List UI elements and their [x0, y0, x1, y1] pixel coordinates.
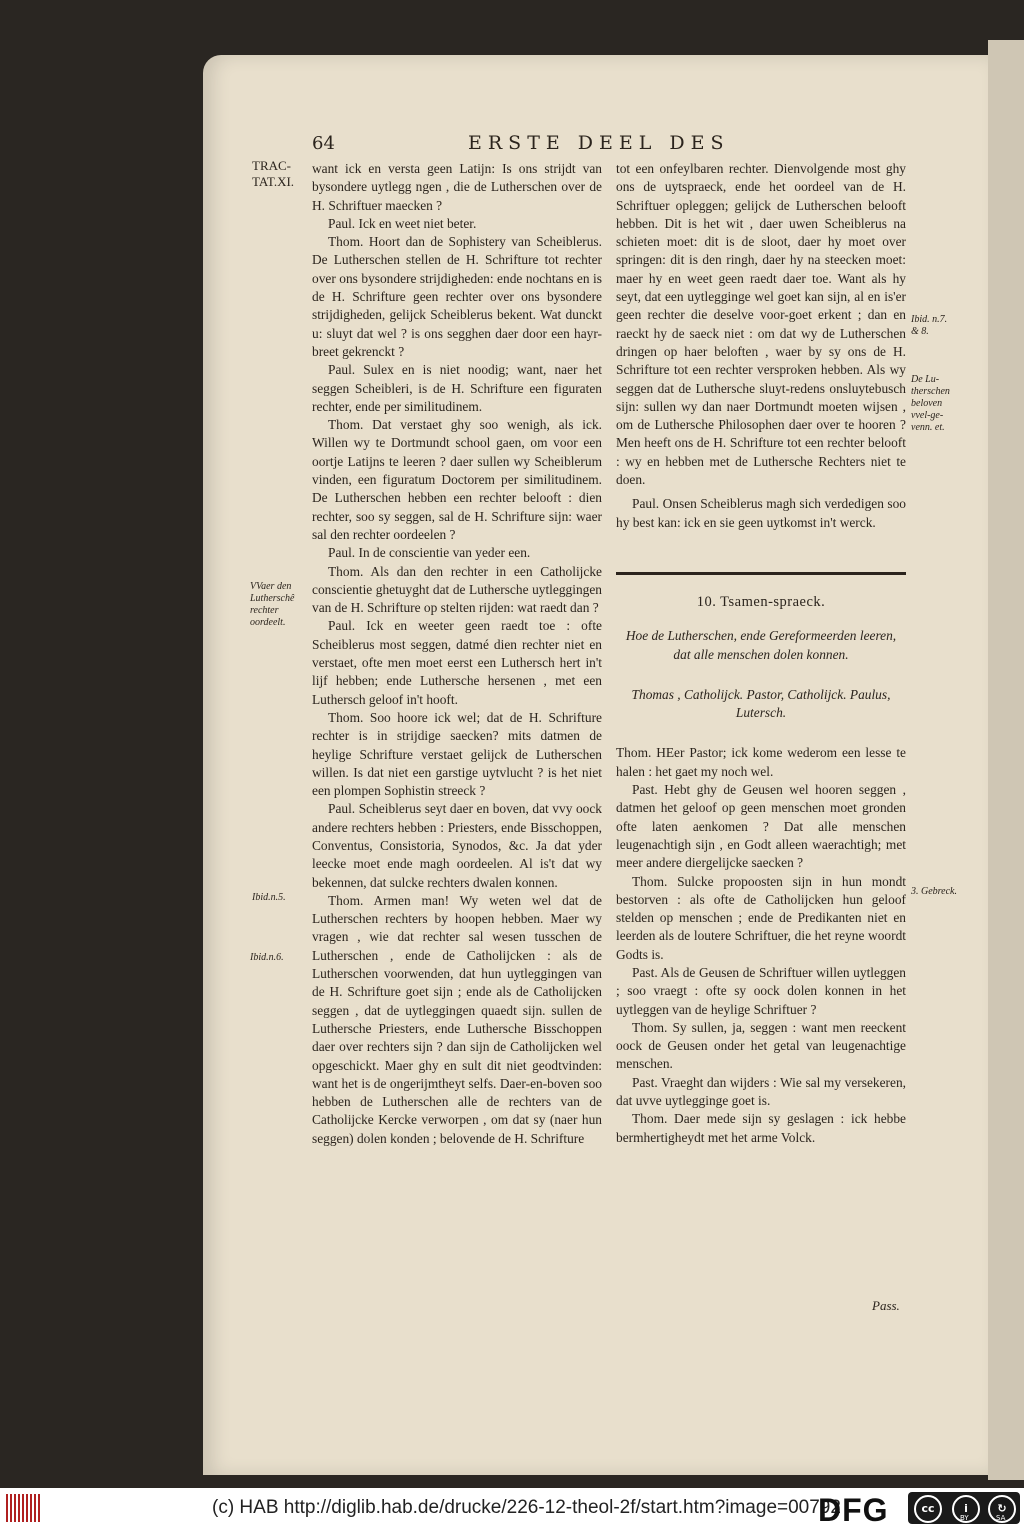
- paragraph: Paul. Ick en weet niet beter.: [328, 215, 477, 231]
- paragraph: Thom. Sy sullen, ja, seggen : want men reeckent oock de Geusen onder het getal van leugenachtige menschen.: [616, 1019, 906, 1072]
- margin-note-gebreck: 3. Gebreck.: [911, 886, 957, 897]
- paragraph: Paul. Sulex en is niet noodig; want, naer het seggen Scheibleri, is de H. Schrifture een figuraten rechter, ende per similitudinem.: [312, 362, 602, 414]
- margin-note-ibid-5: Ibid.n.5.: [252, 892, 286, 903]
- catchword: Pass.: [872, 1298, 900, 1313]
- margin-note-rechter: VVaer den Lutherschê rechter oordeelt.: [250, 581, 295, 628]
- paragraph: Thom. Armen man! Wy weten wel dat de Lutherschen rechters by hoopen hebben. Maer wy vragen , wie dat rechter sal wesen tusschen de Lutherschen , ende de Catholijcken : als de Lutherschen voorwenden, dat hun uytleggingen van de H. Schrifture goet sijn ; ende als de Catholijcken seggen , dat de uytleggingen quaedt sijn. sullen de Luthersche Priesters, ende Luthersche Bisschoppen daer over rechters sijn ? dan sijn de Catholijcken wel opgeschickt. Maer ghy en sult dit niet geodtvinden: want het is de ongerijmtheyt selfs. Daer-en-boven soo hebben de Lutherschen alle de rechters van de Catholijcke Kercke verworpen , om dat sy (naer hun seggen) dolen konden ; belovende de H. Schrifture: [312, 892, 602, 1146]
- paragraph: Paul. Onsen Scheiblerus magh sich verdedigen soo hy best kan: ick en sie geen uytkomst in't werck.: [616, 496, 906, 530]
- paragraph: Paul. In de conscientie van yeder een.: [328, 545, 531, 561]
- hab-logo-icon: [6, 1494, 42, 1522]
- right-text-column: [616, 160, 906, 1147]
- sa-label: SA: [996, 1514, 1006, 1522]
- paragraph: Thom. Sulcke propoosten sijn in hun mondt bestorven : als ofte de Catholijcken hun geloof stelden op menschen ; ende de Predikanten niet en leerden als de loutere Schriftuer, die het reyne woordt Godts is.: [616, 873, 906, 962]
- paragraph: Thom. Daer mede sijn sy geslagen : ick hebbe bermhertigheydt met het arme Volck.: [616, 1111, 906, 1145]
- running-header: ERSTE DEEL DES: [468, 132, 730, 154]
- cc-icon: cc: [914, 1495, 942, 1523]
- margin-note-belofte: De Lu- therschen beloven vvel-ge- venn. et.: [911, 374, 950, 433]
- footer-bar: [0, 1488, 1024, 1529]
- cc-license-badge[interactable]: [908, 1492, 1020, 1524]
- margin-note-ibid-7-8: Ibid. n.7. & 8.: [911, 314, 948, 337]
- paragraph: Past. Als de Geusen de Schriftuer willen uytleggen ; soo vraegt : ofte sy oock dolen konnen in het uytleggen van de heylige Schriftuer ?: [616, 964, 906, 1017]
- paragraph: Thom. Soo hoore ick wel; dat de H. Schrifture rechter is in strijdige saecken? mits datmen de heylige Schrifture verstaet gelijck de Lutherschen willen. Is dat niet een garstige uytvlucht ? is het niet een plompen Sophistin streeck ?: [312, 709, 602, 799]
- adjacent-page-edge: [988, 40, 1024, 1480]
- section-title: 10. Tsamen-spraeck.: [696, 593, 826, 610]
- paragraph: Past. Hebt ghy de Geusen wel hooren seggen , datmen het geloof op geen menschen moet gronden ofte laten aenkomen ? Dat alle menschen leugenachtigh sijn , en Godt alleen waerachtigh; met meer andere diergelijcke saecken ?: [616, 782, 906, 871]
- paragraph: tot een onfeylbaren rechter. Dienvolgende most ghy ons de uytspraeck, ende het oordeel van de H. Schriftuer opleggen; gelijck de Lutherschen belooft hebben. Dit is het wit , daer uwen Scheiblerus na schieten moet: dit is de sloot, daer hy moet over springen: dit is den ringh, daer hy na steecken moet: maer hy en weet geen raedt daer toe. Want als hy seyt, dat een uytlegginge wel goet kan sijn, al en is'er geen rechter die deselve voor-goet erkent ; dan en raeckt hy de saeck niet : om dat wy de Lutherschen dringen op haer beloften , waer by sy ons de H. Schrifture tot een rechter versproken hebben. Als wy seggen dat de Luthersche sluyt-redens onsluytebusch sijn: sullen wy dan naer Dortmundt moeten wijsen , om de Luthersche Philosophen daer over te hooren ? Men heeft ons de H. Schrifture tot een rechter belooft : wy en hebben met de Luthersche Rechters niet te doen.: [616, 161, 906, 488]
- paragraph: Thom. Hoort dan de Sophistery van Scheiblerus. De Lutherschen stellen de H. Schrifture tot rechter over ons bysondere strijdigheden: ende nochtans en is de H. Schrifture geen rechter over ons bysondere strijdigheden, gelijck Scheiblerus bekent. Wat dunckt u: sluyt dat wel ? is ons segghen daer door een hayr-breet gekrenckt ?: [312, 234, 602, 359]
- section-subtitle: Hoe de Lutherschen, ende Gereformeerden leeren, dat alle menschen dolen konnen.: [625, 628, 897, 662]
- margin-note-ibid-6: Ibid.n.6.: [250, 952, 284, 963]
- page-number: 64: [312, 133, 335, 154]
- dfg-logo: DFG: [818, 1492, 889, 1528]
- sa-icon: ↻: [988, 1495, 1016, 1523]
- by-label: BY: [960, 1514, 969, 1522]
- section-divider: [616, 572, 906, 575]
- paragraph: Thom. HEer Pastor; ick kome wederom een lesse te halen : het gaet my noch wel.: [616, 745, 906, 779]
- paragraph: Past. Vraeght dan wijders : Wie sal my versekeren, dat uvve uytlegginge goet is.: [616, 1074, 906, 1109]
- paragraph: Thom. Als dan den rechter in een Catholijcke conscientie ghetuyght dat de Luthersche uytleggingen van de H. Schrifture op stelten rijden: wat raedt dan ?: [312, 563, 602, 616]
- left-text-column: [312, 160, 602, 1148]
- paragraph: Thom. Dat verstaet ghy soo wenigh, als ick. Willen wy te Dortmundt school gaen, om voor een oortje Latijns te leeren ? daer sullen wy Scheiblerum vinden, een figuratum Doctorem per similitudinem. De Lutherschen hebben een rechter belooft : dien rechter, soo sy seggen, sal de H. Schrifture sijn: waer sal den rechter oordeelen ?: [312, 417, 602, 542]
- copyright-credit[interactable]: (c) HAB http://diglib.hab.de/drucke/226-12-theol-2f/start.htm?image=00792: [212, 1497, 841, 1518]
- paragraph: Paul. Scheiblerus seyt daer en boven, dat vvy oock andere rechters hebben : Priesters, ende Bisschoppen, Conventus, Consistoria, Synodos, &c. Ja dat yder leecke moet ende magh oordeelen. Al is't dat wy bekennen, dat sulcke rechters dwalen konnen.: [312, 801, 602, 890]
- by-icon: i: [952, 1495, 980, 1523]
- tractate-label: TRAC- TAT.XI.: [252, 158, 295, 189]
- paragraph: Paul. Ick en weeter geen raedt toe : ofte Scheiblerus most seggen, datmé dien rechter niet en verstaet, ofte men moet eerst een Luthersch hert in't lijf hebben; ende Luthersche hersenen , met een Luthersch geloof in't hooft.: [312, 618, 602, 707]
- paragraph: want ick en versta geen Latijn: Is ons strijdt van bysondere uytlegg ngen , die de Lutherschen over de H. Schriftuer maecken ?: [312, 161, 602, 213]
- section-persons: Thomas , Catholijck. Pastor, Catholijck. Paulus, Lutersch.: [631, 686, 891, 721]
